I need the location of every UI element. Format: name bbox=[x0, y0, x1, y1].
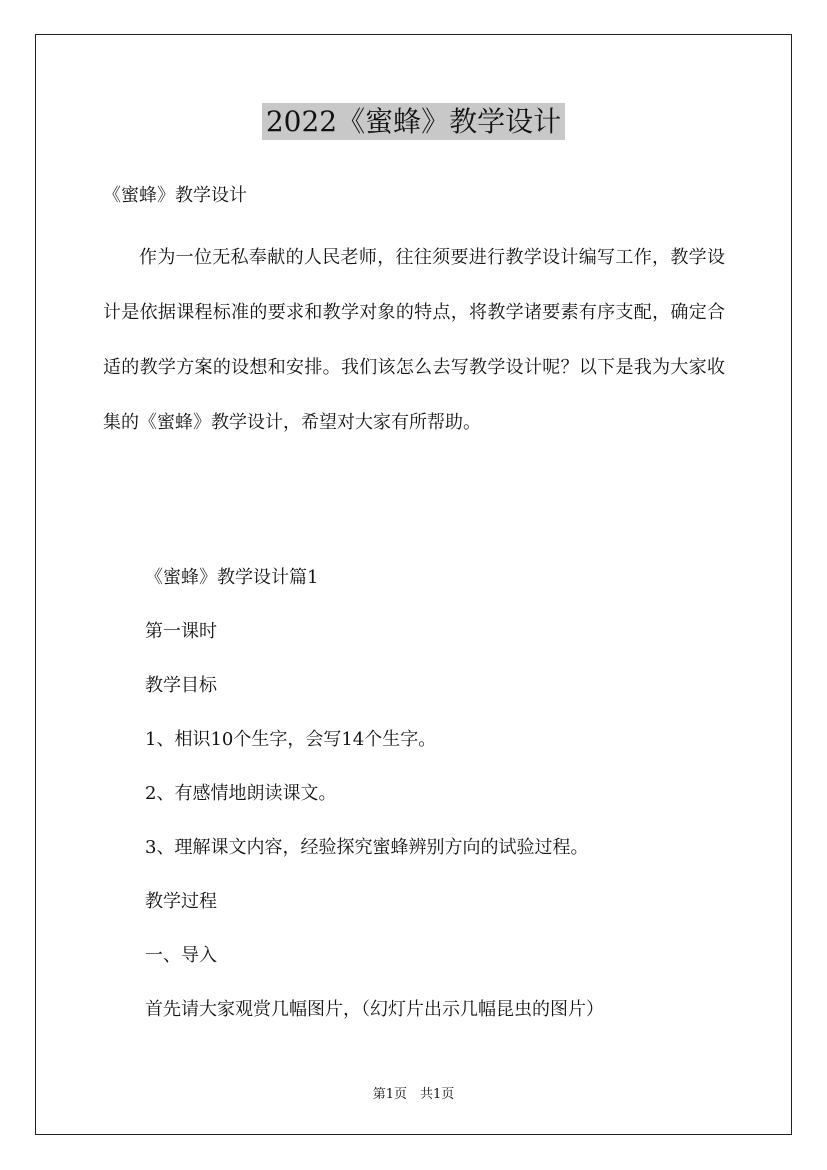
goals-heading: 教学目标 bbox=[145, 675, 217, 696]
lesson-label: 第一课时 bbox=[145, 621, 217, 642]
process-heading: 教学过程 bbox=[145, 891, 217, 912]
goal-item: 1、相识10个生字，会写14个生字。 bbox=[145, 729, 437, 750]
document-title: 2022《蜜蜂》教学设计 bbox=[262, 103, 565, 140]
goal-item: 2、有感情地朗读课文。 bbox=[145, 783, 337, 804]
step1-heading: 一、导入 bbox=[145, 945, 217, 966]
document-title-wrap bbox=[0, 100, 827, 140]
document-subtitle: 《蜜蜂》教学设计 bbox=[103, 185, 247, 206]
intro-paragraph: 作为一位无私奉献的人民老师，往往须要进行教学设计编写工作，教学设计是依据课程标准的要求和教学对象的特点，将教学诸要素有序支配，确定合适的教学方案的设想和安排。我们该怎么去写教学设计呢？以下是我为大家收集的《蜜蜂》教学设计，希望对大家有所帮助。 bbox=[103, 247, 725, 433]
section-heading: 《蜜蜂》教学设计篇1 bbox=[145, 567, 319, 588]
page-footer: 第1页 共1页 bbox=[372, 1087, 455, 1102]
goal-item: 3、理解课文内容，经验探究蜜蜂辨别方向的试验过程。 bbox=[145, 837, 589, 858]
step1-text: 首先请大家观赏几幅图片，（幻灯片出示几幅昆虫的图片） bbox=[145, 999, 604, 1020]
